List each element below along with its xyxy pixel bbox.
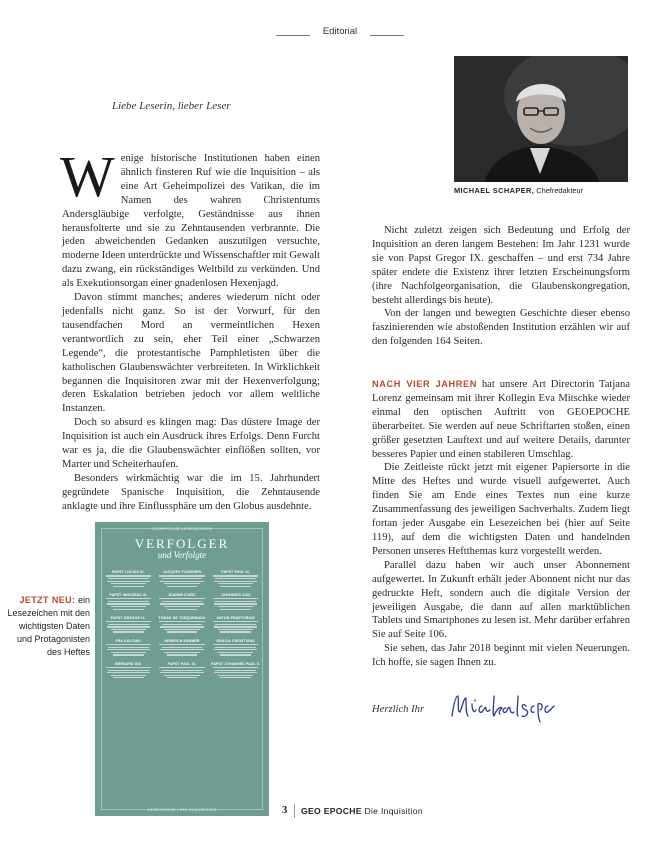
paragraph: Davon stimmt manches; anderes wiederum nicht oder jedenfalls nicht ganz. So ist der Vorwurf, für den tausendfachen Mord an vermeintlichen Hexen verantwortlich zu sein, eher Teil einer „Schwarzen Legende“, die protestantische Pamphletisten über die katholischen Glaubenswächter verbreiteten. In Wirklichkeit begannen die Inquisitoren zwar mit der Hexenverfolgung; deren Eskalation betrieben jedoch vor allem weltliche Instanzen.	[62, 292, 320, 415]
bookmark-entry-name: PAPST GREGOR IX.	[110, 615, 146, 620]
bookmark-subtitle: und Verfolgte	[157, 550, 207, 560]
paragraph	[60, 144, 320, 291]
bookmark-entry-name: JOHANNES XXIII	[220, 592, 251, 597]
bookmark-entry	[103, 570, 154, 587]
section-label: Editorial	[322, 26, 358, 37]
bookmark-entry	[210, 593, 261, 610]
footer-divider	[294, 804, 295, 818]
bookmark-entry-name: PAPST INNOZENZ III.	[109, 592, 148, 597]
bookmark-entry	[157, 616, 208, 633]
bookmark-entry	[157, 593, 208, 610]
bookmark-entry	[157, 662, 208, 679]
caption-role: Chefredakteur	[536, 186, 584, 195]
paragraph	[372, 378, 630, 461]
header-rule-right	[370, 35, 404, 36]
bookmark-entry-text-lines	[103, 644, 154, 656]
bookmark-entry-text-lines	[210, 598, 261, 610]
bookmark-entry	[210, 662, 261, 679]
magazine-name: GEO EPOCHE	[301, 806, 362, 816]
side-note	[6, 594, 90, 659]
side-note-highlight: JETZT NEU:	[19, 595, 76, 605]
bookmark-top-label: GEOEPOCHE LESEZEICHEN	[151, 526, 213, 531]
signature-icon	[448, 690, 560, 724]
salutation: Liebe Leserin, lieber Leser	[112, 100, 231, 112]
bookmark-entry-name: TOMÁS DE TORQUEMADA	[158, 615, 206, 620]
bookmark-entry-name: FRA DOLCINO	[115, 638, 142, 643]
paragraph: Doch so absurd es klingen mag: Das düstere Image der Inquisition ist auch ein Ausdruck ihres Erfolgs. Denn Furcht war es ja, die die Glaubenswächter einflößen sollten, vor Marter und Scheiterhaufen.	[62, 417, 320, 470]
bookmark-entry-name: PAPST PAUL III.	[167, 661, 197, 666]
bookmark-entry	[157, 570, 208, 587]
bookmark-entry	[210, 570, 261, 587]
bookmark-entry-text-lines	[157, 575, 208, 587]
bookmark-image	[95, 522, 269, 816]
bookmark-entry-text-lines	[210, 667, 261, 679]
bookmark-entry-text-lines	[157, 598, 208, 610]
paragraph: Nicht zuletzt zeigen sich Bedeutung und Erfolg der Inquisition an deren langem Bestehen: Im Jahr 1231 wurde sie von Papst Gregor IX. geschaffen – und erst 734 Jahre später endete die Existenz ihrer letzten Erscheinungsform (ihre Nachfolgeorganisation, die Glaubenskongregation, besteht allerdings bis heute).	[372, 225, 630, 306]
bookmark-entry-name: GRACIA CHRISTIANA	[216, 638, 255, 643]
bookmark-entry-name: HEINRICH KRAMER	[164, 638, 200, 643]
bookmark-entry-name: BERNARD GUI	[115, 661, 142, 666]
bookmark-entry-name: JEANNE D'ARC	[168, 592, 196, 597]
page-footer	[0, 804, 666, 820]
bookmark-entry-text-lines	[103, 621, 154, 633]
paragraph: Sie sehen, das Jahr 2018 beginnt mit vielen Neuerungen. Ich hoffe, sie sagen Ihnen zu.	[372, 643, 630, 669]
paragraph: Von der langen und bewegten Geschichte dieser ebenso faszinierenden wie abstoßenden Institution erzählen wir auf den folgenden 164 Seiten.	[372, 308, 630, 348]
bookmark-entry-text-lines	[210, 575, 261, 587]
bookmark-entry-text-lines	[157, 621, 208, 633]
paragraph-text: hat unsere Art Directorin Tatjana Lorenz gemeinsam mit ihrer Kollegin Eva Mitschke wieder einmal den optischen Auftritt von GEOEPOCHE überarbeitet. Sie werden auf neue Schriftarten stoßen, einen größer gesetzten Lauftext und auf weitere Details, darunter besseres Papier und einen stabileren Umschlag.	[372, 379, 630, 460]
bookmark-entry-text-lines	[210, 621, 261, 633]
bookmark-entry-text-lines	[103, 598, 154, 610]
page-number: 3	[282, 805, 288, 816]
caption-name: MICHAEL SCHAPER,	[454, 186, 535, 195]
paragraph: Parallel dazu haben wir auch unser Abonnement aufgewertet. In Zukunft erhält jeder Abonnent nicht nur das gedruckte Heft, sondern auch die digitale Version der jeweiligen Ausgabe, die dann auf allen marktüblichen Tablets und Smartphones zu lesen ist. Mehr darüber erfahren Sie auf Seite 106.	[372, 559, 630, 641]
bookmark-entry	[103, 593, 154, 610]
portrait-photo	[454, 56, 628, 182]
right-column-top	[372, 224, 630, 349]
bookmark-entry-name: PAPST PAUL IV.	[221, 570, 250, 574]
section-header	[0, 22, 666, 42]
issue-title: Die Inquisition	[361, 806, 423, 816]
bookmark-entry	[210, 639, 261, 656]
right-column-bottom	[372, 378, 630, 670]
bookmark-entry	[157, 639, 208, 656]
bookmark-entry-name: PAPST LUCIUS III.	[111, 570, 145, 574]
side-note-text: ein Lesezeichen mit den wichtigsten Daten und Protagonisten des Heftes	[7, 595, 90, 657]
signoff-text: Herzlich Ihr	[372, 704, 425, 715]
paragraph-text: enige historische Institutionen haben einen ähnlich finsteren Ruf wie die Inquisition – als eine Art Geheimpolizei des Vatikan, die im Namen des wahren Christentums Andersgläubige verfolgte, Geständnisse aus ihnen herausfolterte und sie zu Zehntausenden verbrannte. Die jeden abweichenden Gedanken auszutilgen versuchte, moderne Ideen unterdrückte und Wissenschaftler mit Gewalt dazu zwang, ein rückständiges Weltbild zu verkünden. Und als Exekutionsorgan einer gnadenlosen Hexenjagd.	[62, 153, 320, 290]
magazine-title	[301, 806, 423, 816]
bookmark-entry-text-lines	[103, 575, 154, 587]
bookmark-entry	[103, 616, 154, 633]
photo-caption	[454, 186, 644, 195]
left-column	[60, 144, 320, 514]
bookmark-title: VERFOLGER	[134, 536, 230, 551]
bookmark-entry-text-lines	[157, 644, 208, 656]
paragraph: Die Zeitleiste rückt jetzt mit eigener Papiersorte in die Mitte des Heftes und wurde visuell aufgewertet. Auch finden Sie am Ende eines Textes nun eine kurze Zusammenfassung des jeweiligen Sachverhalts. Zudem liegt fortan jeder Ausgabe ein Lesezeichen bei (hier auf Seite 119), auf dem die wichtigsten Daten und handelnden Personen unseres Heftthemas kurz vorgestellt werden.	[372, 462, 630, 557]
bookmark-entry	[103, 639, 154, 656]
bookmark-entry	[210, 616, 261, 633]
bookmark-entry-name: JACQUES FOURNIER	[162, 570, 202, 574]
bookmark-entry-name: PAPST JOHANNES PAUL II.	[211, 661, 261, 666]
bookmark-entry-text-lines	[157, 667, 208, 679]
bookmark-entry-text-lines	[210, 644, 261, 656]
header-rule-left	[276, 35, 310, 36]
paragraph: Besonders wirkmächtig war die im 15. Jahrhundert gegründete Spanische Inquisition, die Zehntausende anklagte und ihre Einflussphäre um den Globus ausdehnte.	[62, 472, 320, 512]
bookmark-entry	[103, 662, 154, 679]
bookmark-bottom-label: GEOEPOCHE | DIE INQUISITION	[147, 807, 217, 812]
dropcap: W	[60, 144, 115, 209]
bookmark-entry-name: ANTON PRAETORIUS	[216, 615, 255, 620]
bookmark-entry-text-lines	[103, 667, 154, 679]
lead-caps: NACH VIER JAHREN	[372, 379, 477, 389]
signoff	[372, 690, 630, 730]
bookmark-grid	[103, 570, 261, 678]
